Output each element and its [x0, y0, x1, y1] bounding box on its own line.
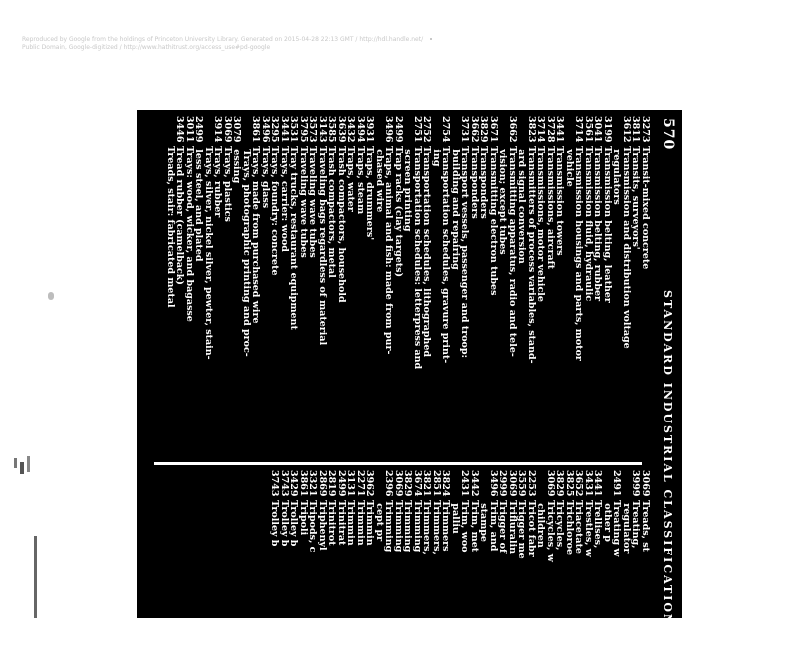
index-entry — [213, 116, 223, 456]
entry-text: Trap racks (clay targets) — [393, 146, 404, 278]
entry-text: Trays, carrier: wood — [279, 146, 290, 252]
entry-text: Transit-mixed concrete — [640, 146, 651, 270]
sic-code: 3041 — [592, 116, 604, 143]
index-entry — [403, 470, 413, 660]
sic-code: 3962 — [364, 470, 376, 497]
entry-text: regulator — [621, 500, 632, 554]
index-entry — [460, 116, 470, 456]
entry-text: Trimming — [393, 500, 404, 553]
index-entry — [527, 116, 537, 456]
index-entry — [470, 470, 480, 660]
sic-code: 3823 — [526, 116, 537, 143]
entry-text: less steel, and plated — [193, 146, 205, 262]
index-entry — [166, 116, 176, 456]
sic-code: 3429 — [288, 470, 300, 497]
sic-code: 3069 — [222, 116, 233, 143]
scan-edge — [34, 536, 37, 618]
entry-text: Trigger me — [516, 500, 528, 559]
entry-text: Trays, made from purchased wire — [250, 146, 262, 324]
entry-text: Trays: wood, wicker, and bagasse — [184, 146, 195, 322]
entry-text: Trimmers, — [421, 500, 433, 555]
entry-text: other p — [602, 500, 613, 542]
index-entry — [479, 470, 489, 660]
sic-code: 3824 — [440, 470, 452, 497]
entry-text: building and repairing — [450, 146, 461, 270]
entry-text: Trellises, — [592, 500, 604, 549]
index-entry — [593, 116, 603, 456]
sic-code: 3743 — [279, 470, 290, 497]
entry-text: Trimmers — [440, 500, 452, 552]
entry-text: chased wire — [374, 146, 385, 213]
entry-text: Transponders — [469, 146, 480, 219]
index-entry — [555, 470, 565, 660]
entry-text: Traps, steam — [355, 146, 366, 215]
sic-code: 3441 — [279, 116, 290, 143]
entry-text: Transportation schedules: letterpress and — [412, 146, 423, 370]
sic-code: 3671 — [488, 116, 499, 143]
index-entry — [470, 116, 480, 456]
sic-code: 3446 — [174, 116, 186, 143]
sic-code: 3496 — [260, 116, 271, 143]
sic-code: 3714 — [573, 116, 585, 143]
entry-text: Transmitters of process variables, stand- — [526, 146, 537, 364]
sic-code: 3069 — [545, 470, 556, 497]
entry-text: Transmission belting, rubber — [592, 146, 604, 302]
index-entry — [223, 116, 233, 456]
index-entry — [498, 470, 508, 660]
entry-text: Traps, water — [345, 146, 357, 212]
sic-code: 2431 — [459, 470, 471, 497]
digitization-header — [22, 36, 462, 52]
entry-text: Transmitting electron tubes — [488, 146, 499, 296]
entry-text: Treads, st — [640, 500, 651, 552]
entry-text: Transmission towers — [554, 146, 566, 256]
entry-text: Treating w — [611, 500, 623, 557]
index-entry — [318, 470, 328, 660]
entry-text: Trays, glass — [260, 146, 271, 209]
entry-text: Trimmin — [345, 500, 357, 546]
sic-code: 3131 — [345, 470, 357, 497]
entry-text: Trimming — [402, 500, 414, 553]
index-entry — [384, 470, 394, 660]
sic-code: 3069 — [640, 470, 651, 497]
index-entry — [641, 470, 651, 660]
index-entry — [574, 116, 584, 456]
entry-text: Transportation schedules, gravure print- — [440, 146, 452, 364]
sic-code: 3714 — [535, 116, 547, 143]
sic-code: 3441 — [554, 116, 566, 143]
sic-code: 3496 — [383, 116, 395, 143]
sic-code: 2851 — [431, 470, 442, 497]
entry-text: Trimming — [412, 500, 423, 553]
entry-text: Trinitrat — [336, 500, 347, 546]
index-entry — [584, 470, 594, 660]
index-entry — [489, 116, 499, 456]
index-entry — [394, 116, 404, 456]
entry-text: Treads, stair: fabricated metal — [165, 146, 176, 308]
entry-text: Transport vessels, passenger and troop: — [459, 146, 471, 359]
header-line-2: Public Domain, Google-digitized / http://www.hathitrust.org/access_use#pd-google — [22, 44, 271, 51]
index-entry — [289, 116, 299, 456]
index-entry — [622, 116, 632, 456]
sic-code: 3585 — [326, 116, 338, 143]
right-column — [270, 470, 650, 660]
index-entry — [432, 470, 442, 660]
entry-text: Trays, silver, nickel silver, pewter, stain- — [203, 146, 214, 360]
entry-text: Trays, rubber — [212, 146, 224, 218]
index-entry — [356, 470, 366, 660]
entry-text: Treating, — [630, 500, 642, 549]
index-entry — [451, 470, 461, 660]
sic-code: 3829 — [478, 116, 490, 143]
sic-code: 3652 — [573, 470, 585, 497]
index-entry — [422, 470, 432, 660]
entry-text: Transmission belting, leather — [602, 146, 613, 303]
index-entry — [251, 116, 261, 456]
sic-code: 3829 — [554, 470, 566, 497]
sic-code: 3143 — [317, 116, 328, 143]
entry-text: Trestles, w — [583, 500, 594, 557]
sic-code: 3432 — [345, 116, 357, 143]
entry-text: vision; except tubes — [497, 146, 509, 255]
entry-text: Trays, photographic printing and proc- — [241, 146, 252, 357]
entry-text: cept pr — [374, 500, 385, 542]
entry-text: Trim, met — [469, 500, 480, 553]
index-entry — [280, 470, 290, 660]
entry-text: Traveling bags regardless of material — [317, 146, 328, 346]
index-entry — [413, 116, 423, 456]
index-entry — [489, 470, 499, 660]
index-entry — [204, 116, 214, 456]
index-entry — [299, 116, 309, 456]
entry-text: Trimming — [383, 500, 395, 553]
sic-code: 3811 — [630, 116, 642, 143]
index-entry — [270, 470, 280, 660]
index-entry — [185, 116, 195, 456]
index-entry — [460, 470, 470, 660]
entry-text: Tricycles, — [554, 500, 566, 551]
entry-text: ard signal conversion — [516, 146, 528, 264]
index-entry — [631, 116, 641, 456]
index-entry — [546, 470, 556, 660]
entry-text: Trim, and — [488, 500, 499, 552]
sic-code: 3321 — [307, 470, 319, 497]
entry-text: ing — [431, 146, 442, 167]
sic-code: 3559 — [516, 470, 528, 497]
index-entry — [517, 470, 527, 660]
sic-code: 3442 — [469, 470, 480, 497]
entry-text: Trimmin — [364, 500, 376, 546]
entry-text: Triphenyl — [317, 500, 328, 551]
entry-text: Tripods, c — [307, 500, 319, 553]
index-entry — [356, 116, 366, 456]
entry-text: Tripoli — [298, 500, 309, 536]
index-entry — [394, 470, 404, 660]
index-entry — [536, 470, 546, 660]
entry-text: Tray trucks, restaurant equipment — [288, 146, 300, 330]
sic-code: 3861 — [298, 470, 309, 497]
entry-text: Trimmin — [355, 500, 366, 546]
entry-text: Traveling wave tubes — [298, 146, 309, 258]
index-entry — [631, 470, 641, 660]
entry-text: Trinitrot — [326, 500, 338, 546]
entry-text: children — [535, 500, 547, 548]
sic-code: 3069 — [393, 470, 404, 497]
entry-text: Tricot fabr — [526, 500, 537, 557]
entry-text: Transmitting apparatus, radio and tele- — [507, 146, 518, 357]
index-entry — [308, 470, 318, 660]
sic-code: 3273 — [640, 116, 651, 143]
sic-code: 2752 — [421, 116, 433, 143]
sic-code: 2751 — [412, 116, 423, 143]
scan-speck — [20, 462, 24, 474]
scanned-page — [137, 110, 682, 626]
index-entry — [584, 116, 594, 456]
entry-text: Trays, plastics — [222, 146, 233, 222]
index-entry — [242, 116, 252, 456]
index-entry — [346, 116, 356, 456]
entry-text: Transmissions, motor vehicle — [535, 146, 547, 302]
sic-code: 2499 — [393, 116, 404, 143]
index-entry — [422, 116, 432, 456]
index-entry — [346, 470, 356, 660]
index-entry — [603, 116, 613, 456]
index-entry — [612, 470, 622, 660]
entry-text: Trolley b — [288, 500, 300, 547]
sic-code: 3494 — [355, 116, 366, 143]
sic-code: 3662 — [507, 116, 518, 143]
index-entry — [641, 116, 651, 456]
entry-text: Tread rubber (camelback) — [174, 146, 186, 285]
sic-code: 3199 — [602, 116, 613, 143]
page-number: 570 — [660, 118, 676, 151]
index-entry — [413, 470, 423, 660]
sic-code: 2253 — [526, 470, 537, 497]
entry-text: Tricycles, w — [545, 500, 556, 562]
entry-text: essing — [231, 146, 243, 184]
entry-text: Traps, animal and fish: made from pur- — [383, 146, 395, 355]
left-column — [166, 116, 651, 456]
index-entry — [270, 116, 280, 456]
scan-speck — [48, 292, 54, 300]
index-entry — [555, 116, 565, 456]
index-entry — [593, 470, 603, 660]
index-entry — [441, 470, 451, 660]
index-entry — [375, 470, 385, 660]
sic-code: 3743 — [269, 470, 281, 497]
sic-code: 3496 — [488, 470, 499, 497]
sic-code: 3861 — [250, 116, 262, 143]
sic-code: 3011 — [184, 116, 195, 143]
page-title: STANDARD INDUSTRIAL CLASSIFICATION — [661, 290, 674, 626]
entry-text: Transponders — [478, 146, 490, 219]
sic-code: 3295 — [269, 116, 281, 143]
sic-code: 3821 — [421, 470, 433, 497]
entry-text: Transits, surveyors' — [630, 146, 642, 250]
sic-code: 3531 — [288, 116, 300, 143]
column-divider — [154, 462, 642, 465]
index-entry — [527, 470, 537, 660]
index-entry — [603, 470, 613, 660]
entry-text: Transmissions, aircraft — [545, 146, 556, 270]
sic-code: 3914 — [212, 116, 224, 143]
index-entry — [574, 470, 584, 660]
entry-text: Trimmers, — [431, 500, 442, 555]
header-line-1: Reproduced by Google from the holdings of Princeton University Library. Generated on 2015-04-28 22:13 GMT / http://hdl.handle.net/ — [22, 36, 424, 43]
entry-text: Transmission and distribution voltage — [621, 146, 632, 349]
index-entry — [565, 470, 575, 660]
scan-speck — [14, 458, 17, 468]
entry-text: Trash compactors, household — [336, 146, 347, 303]
sic-code: 3829 — [402, 470, 414, 497]
sic-code: 3612 — [621, 116, 632, 143]
sic-code: 3573 — [307, 116, 319, 143]
sic-code: 2499 — [193, 116, 205, 143]
entry-text: Trolley b — [269, 500, 281, 547]
sic-code: 3069 — [507, 470, 518, 497]
index-entry — [384, 116, 394, 456]
index-entry — [365, 470, 375, 660]
sic-code: 2999 — [497, 470, 509, 497]
entry-text: screen printing — [402, 146, 414, 232]
index-entry — [289, 470, 299, 660]
index-entry — [622, 470, 632, 660]
sic-code: 2754 — [440, 116, 452, 143]
sic-code: 3079 — [231, 116, 243, 143]
sic-code: 2499 — [336, 470, 347, 497]
rotated-page-content — [137, 110, 682, 626]
index-entry — [536, 116, 546, 456]
sic-code: 3441 — [592, 470, 604, 497]
sic-code: 3561 — [583, 116, 594, 143]
index-entry — [508, 470, 518, 660]
entry-text: Transmission fluid, hydraulic — [583, 146, 594, 302]
entry-text: regulators — [611, 146, 623, 205]
index-entry — [318, 116, 328, 456]
sic-code: 3431 — [583, 470, 594, 497]
entry-text: Trigger of — [497, 500, 509, 554]
entry-text: Trim, woo — [459, 500, 471, 553]
sic-code: 3999 — [630, 470, 642, 497]
index-entry — [261, 116, 271, 456]
sic-code: 3795 — [298, 116, 309, 143]
entry-text: palliu — [450, 500, 461, 534]
entry-text: Transmission housings and parts, motor — [573, 146, 585, 361]
index-entry — [546, 116, 556, 456]
entry-text: Triacetate — [573, 500, 585, 554]
sic-code: 3639 — [336, 116, 347, 143]
entry-text: Trichloroe — [564, 500, 575, 556]
index-entry — [365, 116, 375, 456]
index-entry — [299, 470, 309, 660]
index-entry — [337, 116, 347, 456]
sic-code: 3825 — [564, 470, 575, 497]
entry-text: Trolley b — [279, 500, 290, 547]
entry-text: stampe — [478, 500, 490, 542]
entry-text: Trash compactors, metal — [326, 146, 338, 278]
sic-code: 2396 — [383, 470, 395, 497]
sic-code: 3731 — [459, 116, 471, 143]
entry-text: Traveling wave tubes — [307, 146, 319, 258]
entry-text: Trifluralin — [507, 500, 518, 555]
index-entry — [441, 116, 451, 456]
entry-text: Traps, drummers' — [364, 146, 376, 241]
sic-code: 2869 — [317, 470, 328, 497]
entry-text: Trays, foundry: concrete — [269, 146, 281, 276]
sic-code: 3662 — [469, 116, 480, 143]
entry-text: Transportation schedules, lithographed — [421, 146, 433, 358]
sic-code: 2491 — [611, 470, 623, 497]
index-entry — [337, 470, 347, 660]
header-speck — [430, 38, 432, 40]
scan-speck — [27, 456, 30, 472]
index-entry — [327, 470, 337, 660]
sic-code: 3674 — [412, 470, 423, 497]
sic-code: 3728 — [545, 116, 556, 143]
index-entry — [508, 116, 518, 456]
sic-code: 3931 — [364, 116, 376, 143]
sic-code: 2819 — [326, 470, 338, 497]
entry-text: vehicle — [564, 146, 575, 187]
sic-code: 2271 — [355, 470, 366, 497]
